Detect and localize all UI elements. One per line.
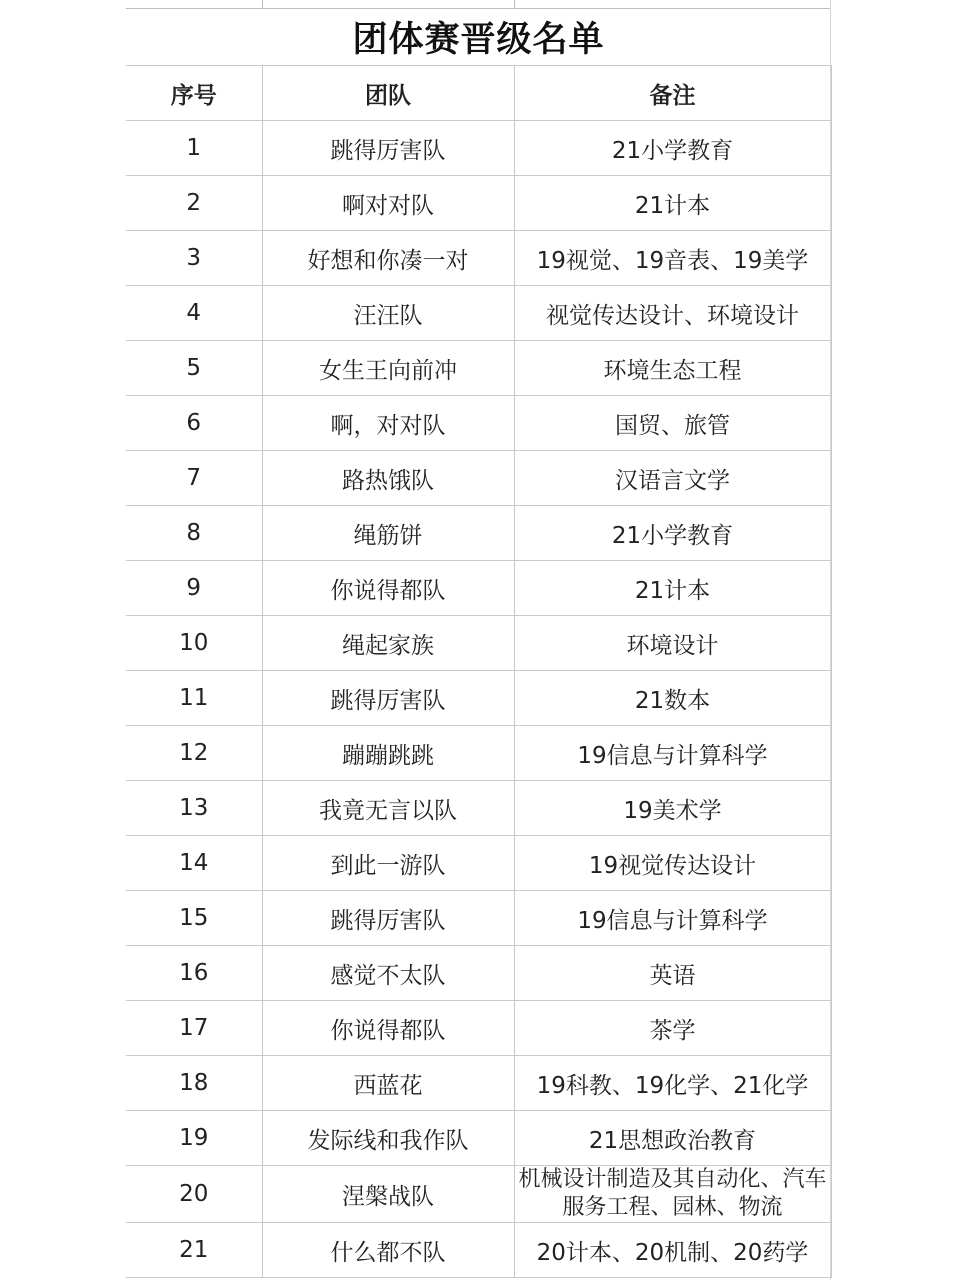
- note-cell: 21小学教育: [514, 506, 831, 561]
- table-row: [126, 561, 831, 616]
- row-number-cell: 7: [126, 451, 262, 506]
- row-number-cell: 2: [126, 176, 262, 231]
- sheet-right-edge: [830, 0, 831, 1280]
- table-row: [126, 121, 831, 176]
- note-cell: 环境设计: [514, 616, 831, 671]
- note-cell: 环境生态工程: [514, 341, 831, 396]
- note-cell: 汉语言文学: [514, 451, 831, 506]
- team-name-cell: 啊，对对队: [262, 396, 514, 451]
- table-row: [126, 1166, 831, 1223]
- row-number-cell: 19: [126, 1111, 262, 1166]
- table-row: [126, 1056, 831, 1111]
- note-cell: 机械设计制造及其自动化、汽车服务工程、园林、物流: [514, 1166, 831, 1223]
- note-cell: 21小学教育: [514, 121, 831, 176]
- table-row: [126, 781, 831, 836]
- table-row: [126, 231, 831, 286]
- row-number-cell: 5: [126, 341, 262, 396]
- note-cell: 英语: [514, 946, 831, 1001]
- note-cell: 19美术学: [514, 781, 831, 836]
- note-cell: 19视觉、19音表、19美学: [514, 231, 831, 286]
- table-row: [126, 671, 831, 726]
- note-cell: 21数本: [514, 671, 831, 726]
- table-row: [126, 836, 831, 891]
- row-number-cell: 11: [126, 671, 262, 726]
- row-number-cell: 13: [126, 781, 262, 836]
- team-name-cell: 你说得都队: [262, 561, 514, 616]
- row-number-cell: 6: [126, 396, 262, 451]
- note-cell: 19科教、19化学、21化学: [514, 1056, 831, 1111]
- team-name-cell: 汪汪队: [262, 286, 514, 341]
- note-cell: 19信息与计算科学: [514, 726, 831, 781]
- table-row: [126, 506, 831, 561]
- table-row: [126, 176, 831, 231]
- team-name-cell: 感觉不太队: [262, 946, 514, 1001]
- column-divider: [262, 0, 263, 8]
- sheet-title: 团体赛晋级名单: [352, 20, 605, 60]
- row-number-cell: 15: [126, 891, 262, 946]
- team-name-cell: 到此一游队: [262, 836, 514, 891]
- note-cell: 国贸、旅管: [514, 396, 831, 451]
- promotion-table: [126, 65, 832, 1278]
- team-name-cell: 女生王向前冲: [262, 341, 514, 396]
- column-header-number: 序号: [126, 66, 262, 121]
- team-name-cell: 好想和你凑一对: [262, 231, 514, 286]
- row-number-cell: 17: [126, 1001, 262, 1056]
- table-row: [126, 616, 831, 671]
- row-number-cell: 20: [126, 1166, 262, 1223]
- team-name-cell: 什么都不队: [262, 1223, 514, 1278]
- row-number-cell: 12: [126, 726, 262, 781]
- spreadsheet: [126, 0, 831, 1280]
- note-cell: 21计本: [514, 176, 831, 231]
- team-name-cell: 路热饿队: [262, 451, 514, 506]
- header-row: [126, 66, 831, 121]
- table-row: [126, 1001, 831, 1056]
- column-header-note: 备注: [514, 66, 831, 121]
- row-number-cell: 21: [126, 1223, 262, 1278]
- row-number-cell: 9: [126, 561, 262, 616]
- team-name-cell: 绳起家族: [262, 616, 514, 671]
- team-name-cell: 我竟无言以队: [262, 781, 514, 836]
- note-cell: 21思想政治教育: [514, 1111, 831, 1166]
- row-number-cell: 18: [126, 1056, 262, 1111]
- table-row: [126, 286, 831, 341]
- team-name-cell: 啊对对队: [262, 176, 514, 231]
- table-row: [126, 396, 831, 451]
- team-name-cell: 跳得厉害队: [262, 671, 514, 726]
- table-row: [126, 341, 831, 396]
- row-number-cell: 1: [126, 121, 262, 176]
- note-cell: 19视觉传达设计: [514, 836, 831, 891]
- previous-row-strip: [126, 0, 831, 9]
- column-divider: [514, 0, 515, 8]
- row-number-cell: 8: [126, 506, 262, 561]
- table-row: [126, 726, 831, 781]
- note-cell: 20计本、20机制、20药学: [514, 1223, 831, 1278]
- column-header-team: 团队: [262, 66, 514, 121]
- team-name-cell: 绳筋饼: [262, 506, 514, 561]
- note-cell: 19信息与计算科学: [514, 891, 831, 946]
- team-name-cell: 涅槃战队: [262, 1166, 514, 1223]
- row-number-cell: 3: [126, 231, 262, 286]
- table-row: [126, 1111, 831, 1166]
- team-name-cell: 发际线和我作队: [262, 1111, 514, 1166]
- team-name-cell: 你说得都队: [262, 1001, 514, 1056]
- table-row: [126, 451, 831, 506]
- team-name-cell: 西蓝花: [262, 1056, 514, 1111]
- row-number-cell: 16: [126, 946, 262, 1001]
- row-number-cell: 14: [126, 836, 262, 891]
- team-name-cell: 跳得厉害队: [262, 891, 514, 946]
- team-name-cell: 蹦蹦跳跳: [262, 726, 514, 781]
- table-row: [126, 946, 831, 1001]
- note-cell: 茶学: [514, 1001, 831, 1056]
- table-row: [126, 891, 831, 946]
- row-number-cell: 4: [126, 286, 262, 341]
- row-number-cell: 10: [126, 616, 262, 671]
- note-cell: 视觉传达设计、环境设计: [514, 286, 831, 341]
- table-row: [126, 1223, 831, 1278]
- team-name-cell: 跳得厉害队: [262, 121, 514, 176]
- note-cell: 21计本: [514, 561, 831, 616]
